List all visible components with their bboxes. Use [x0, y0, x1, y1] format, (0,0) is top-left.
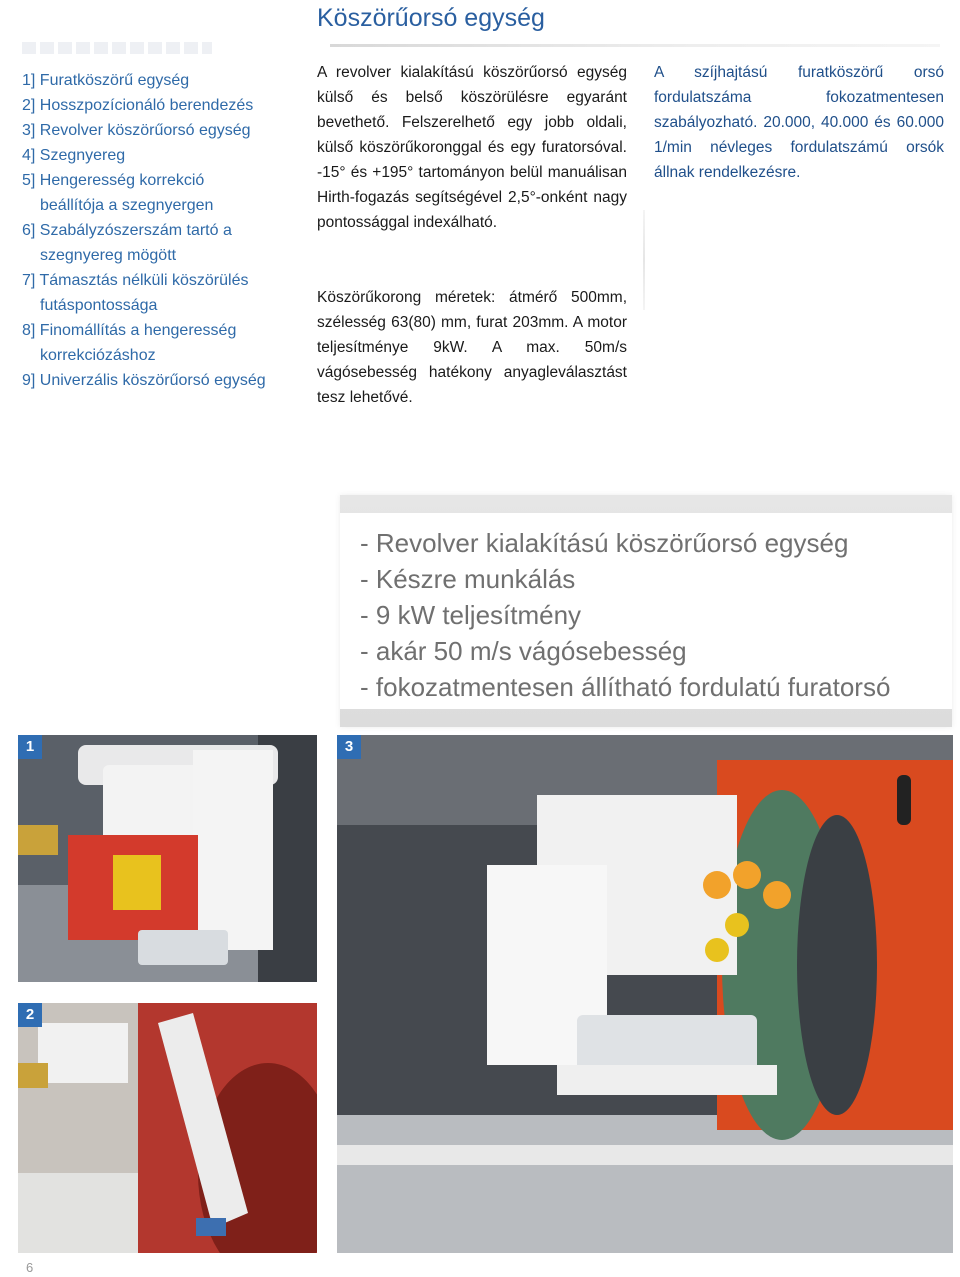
- highlight-item: - Revolver kialakítású köszörűorsó egység: [360, 528, 849, 558]
- title-rule: [330, 44, 940, 47]
- page-title: Köszörűorsó egység: [317, 4, 545, 32]
- machine-illustration-1: [18, 735, 317, 982]
- machine-illustration-2: [18, 1003, 317, 1253]
- index-item: 6] Szabályzószerszám tartó a szegnyereg mögött: [22, 222, 232, 264]
- column-divider: [643, 210, 645, 310]
- index-item: 3] Revolver köszörűorsó egység: [22, 122, 251, 139]
- spindle-speed-paragraph: A szíjhajtású furatköszörű orsó fordulatszáma fokozatmentesen szabályozható. 20.000, 40.000 és 60.000 1/min névleges fordulatszámú orsók állnak rendelkezésre.: [654, 64, 944, 181]
- photo-revolver-grinding-unit: [337, 735, 953, 1253]
- figure-index-list: [22, 68, 302, 393]
- index-item: 5] Hengeresség korrekció beállítója a szegnyergen: [22, 172, 214, 214]
- highlights-panel: [340, 495, 952, 727]
- highlight-item: - Készre munkálás: [360, 564, 576, 594]
- index-item: 4] Szegnyereg: [22, 147, 126, 164]
- highlights-list: [360, 525, 890, 705]
- index-item: 8] Finomállítás a hengeresség korrekciózáshoz: [22, 322, 237, 364]
- photo-number-badge: 1: [18, 735, 42, 759]
- description-paragraph-2: Köszörűkorong méretek: átmérő 500mm, szélesség 63(80) mm, furat 203mm. A motor teljesítménye 9kW. A max. 50m/s vágósebesség hatékony anyagleválasztást tesz lehetővé.: [317, 289, 627, 406]
- photo-number-badge: 2: [18, 1003, 42, 1027]
- index-item: 9] Univerzális köszörűorsó egység: [22, 372, 266, 389]
- photo-number-badge: 3: [337, 735, 361, 759]
- highlights-inner: [340, 513, 952, 709]
- index-item: 1] Furatköszörű egység: [22, 72, 190, 89]
- photo-internal-grinding-unit: [18, 735, 317, 982]
- highlight-item: - fokozatmentesen állítható fordulatú furatorsó: [360, 672, 891, 702]
- description-paragraph-1: A revolver kialakítású köszörűorsó egység külső és belső köszörülésre egyaránt bevethető. Felszerelhető egy jobb oldali, külső köszörűkoronggal és egy furatorsóval. -15° és +195° tartományon belül manuálisan Hirth-fogazás segítségével 2,5°-onként nagy pontossággal indexálható.: [317, 64, 627, 231]
- machine-illustration-3: [337, 735, 953, 1253]
- page-number: 6: [26, 1260, 34, 1275]
- index-item: 7] Támasztás nélküli köszörülés futáspontossága: [22, 272, 249, 314]
- faded-header-strip: [22, 42, 212, 54]
- index-item: 2] Hosszpozícionáló berendezés: [22, 97, 254, 114]
- photo-positioning-device: [18, 1003, 317, 1253]
- highlight-item: - akár 50 m/s vágósebesség: [360, 636, 687, 666]
- highlight-item: - 9 kW teljesítmény: [360, 600, 582, 630]
